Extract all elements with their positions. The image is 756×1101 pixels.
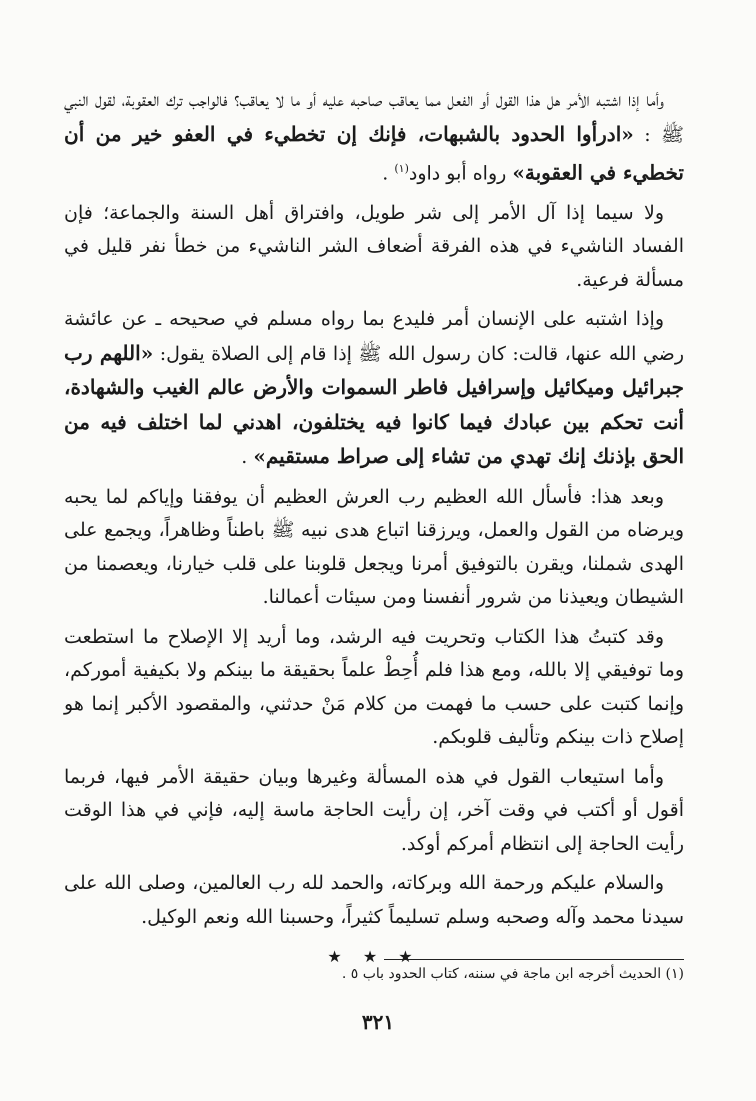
footnote-text: الحديث أخرجه ابن ماجة في سننه، كتاب الحدود باب ٥ . [341,966,662,982]
footnote [64,963,684,985]
footnote-divider [384,959,684,960]
paragraph-text: والسلام عليكم ورحمة الله وبركاته، والحمد لله رب العالمين، وصلى الله على سيدنا محمد وآله وصحبه وسلم تسليماً كثيراً، وحسبنا الله ونعم الوكيل. [64,872,684,928]
paragraph-1 [64,84,684,191]
paragraph-6 [64,761,684,862]
paragraph-text: ولا سيما إذا آل الأمر إلى شر طويل، وافتراق أهل السنة والجماعة؛ فإن الفساد الناشيء في هذه الفرقة أضعاف الشر الناشيء من خطأ نفر قليل في مسألة فرعية. [64,201,684,291]
section-separator: ★ ★ ★ [327,947,421,967]
paragraph-3 [64,303,684,475]
paragraph-text: رواه أبو داود [408,162,513,185]
paragraph-text: وأما إذا اشتبه الأمر هل هذا القول أو الفعل مما يعاقب صاحبه عليه أو ما لا يعاقب؟ فالواجب ترك العقوبة، لقول النبي ﷺ : [64,89,685,146]
footnote-number: (١) [665,966,684,982]
paragraph-text: . [382,162,395,185]
page-number: ٣٢١ [361,1010,395,1034]
paragraph-2 [64,197,684,298]
paragraph-text: . [241,446,254,469]
paragraph-5 [64,621,684,755]
page-body [64,84,684,980]
paragraph-text: وبعد هذا: فأسأل الله العظيم رب العرش العظيم أن يوفقنا وإياكم لما يحبه ويرضاه من القول والعمل، ويرزقنا اتباع هدى نبيه ﷺ باطناً وظاهراً، ويجمع على الهدى شملنا، ويقرن بالتوفيق أمرنا ويجعل قلوبنا على قلب خيارنا، ويعصمنا من الشيطان ويعيذنا من شرور أنفسنا ومن سيئات أعمالنا. [64,485,684,609]
paragraph-7 [64,867,684,934]
paragraph-text: وقد كتبتُ هذا الكتاب وتحريت فيه الرشد، وما أريد إلا الإصلاح ما استطعت وما توفيقي إلا بالله، ومع هذا فلم أُحِطْ علماً بحقيقة ما بينكم ولا بكيفية أموركم، وإنما كتبت على حسب ما فهمت من كلام مَنْ حدثني، والمقصود الأكبر إنما هو إصلاح ذات بينكم وتأليف قلوبكم. [64,625,684,749]
paragraph-text: وإذا اشتبه على الإنسان أمر فليدع بما رواه مسلم في صحيحه ـ عن عائشة رضي الله عنها، قالت: كان رسول الله ﷺ إذا قام إلى الصلاة يقول: [64,308,684,365]
supplication-quote: «اللهم رب جبرائيل وميكائيل وإسرافيل فاطر السموات والأرض عالم الغيب والشهادة، أنت تحكم بين عبادك فيما كانوا فيه يختلفون، اهدني لما اختلف فيه من الحق بإذنك إنك تهدي من تشاء إلى صراط مستقيم» [64,340,684,469]
footnote-reference[interactable]: (١) [394,162,409,175]
paragraph-4 [64,481,684,615]
hadith-quote: «ادرأوا الحدود بالشبهات، فإنك إن تخطيء في العفو خير من أن تخطيء في العقوبة» [64,121,684,185]
paragraph-text: وأما استيعاب القول في هذه المسألة وغيرها وبيان حقيقة الأمر فيها، فربما أقول أو أكتب في وقت آخر، إن رأيت الحاجة ماسة إليه، فإني في هذا الوقت رأيت الحاجة إلى انتظام أمركم أوكد. [64,765,684,855]
